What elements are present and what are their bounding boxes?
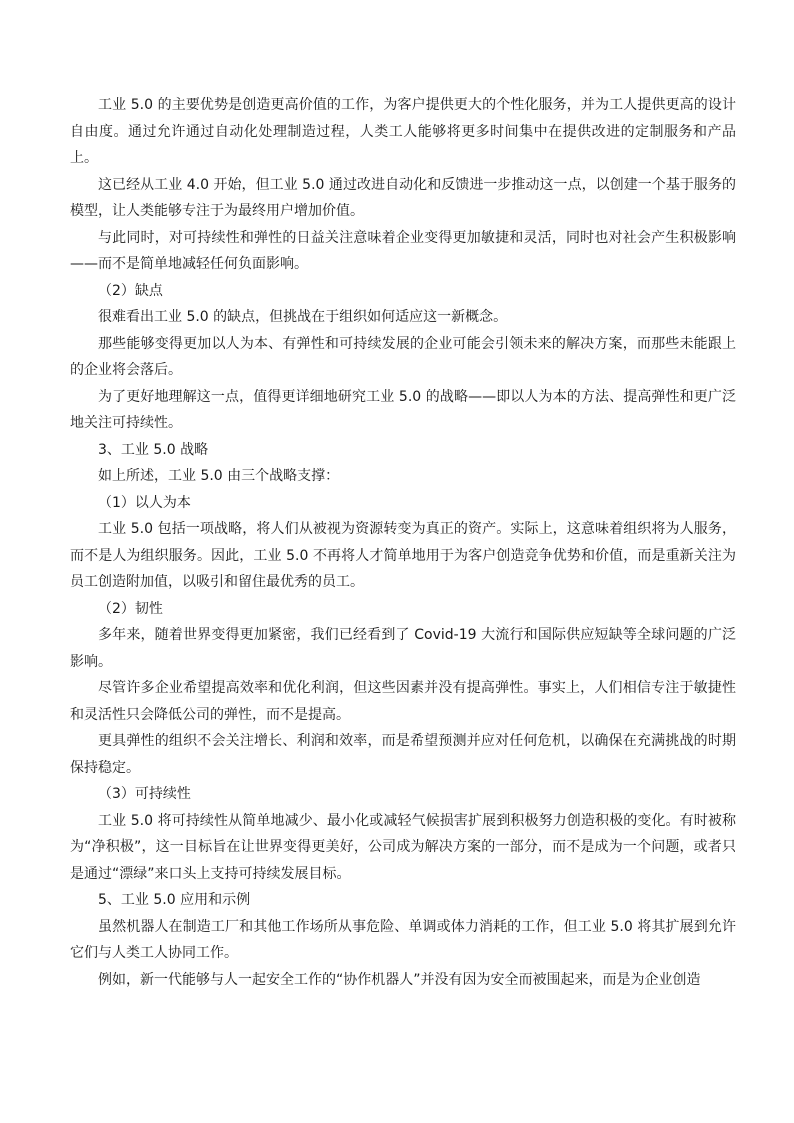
section-heading-strategy: 3、工业 5.0 战略 <box>98 441 209 458</box>
paragraph-resilience-3: 更具弹性的组织不会关注增长、利润和效率，而是希望预测并应对任何危机，以确保在充满挑战的时期保持稳定。 <box>70 733 736 776</box>
paragraph-resilience-1: 多年来，随着世界变得更加紧密，我们已经看到了 Covid-19 大流行和国际供应短缺等全球问题的广泛影响。 <box>70 627 736 670</box>
subheading-sustainability: （3）可持续性 <box>98 786 191 802</box>
subheading-resilience: （2）韧性 <box>98 600 163 617</box>
paragraph-advantages-2: 这已经从工业 4.0 开始，但工业 5.0 通过改进自动化和反馈进一步推动这一点，以创建一个基于服务的模型，让人类能够专注于为最终用户增加价值。 <box>70 176 736 219</box>
subheading-human-centric: （1）以人为本 <box>98 494 191 511</box>
paragraph-strategy-intro: 如上所述，工业 5.0 由三个战略支撑： <box>98 468 340 484</box>
section-heading-applications: 5、工业 5.0 应用和示例 <box>98 892 251 908</box>
paragraph-disadvantages-3: 为了更好地理解这一点，值得更详细地研究工业 5.0 的战略——即以人为本的方法、提高弹性和更广泛地关注可持续性。 <box>70 388 736 431</box>
document-body <box>70 92 736 993</box>
paragraph-applications-1: 虽然机器人在制造工厂和其他工作场所从事危险、单调或体力消耗的工作，但工业 5.0 将其扩展到允许它们与人类工人协同工作。 <box>70 918 736 961</box>
subheading-disadvantages: （2）缺点 <box>98 282 163 299</box>
paragraph-human-centric: 工业 5.0 包括一项战略，将人们从被视为资源转变为真正的资产。实际上，这意味着组织将为人服务，而不是人为组织服务。因此，工业 5.0 不再将人才简单地用于为客户创造竞争优势和价值，而是重新关注为员工创造附加值，以吸引和留住最优秀的员工。 <box>70 521 736 590</box>
paragraph-applications-2: 例如，新一代能够与人一起安全工作的“协作机器人”并没有因为安全而被围起来，而是为企业创造 <box>98 971 701 988</box>
paragraph-sustainability: 工业 5.0 将可持续性从简单地减少、最小化或减轻气候损害扩展到积极努力创造积极的变化。有时被称为“净积极”，这一目标旨在让世界变得更美好，公司成为解决方案的一部分，而不是成为一个问题，或者只是通过“漂绿”来口头上支持可持续发展目标。 <box>70 812 736 882</box>
paragraph-advantages-1: 工业 5.0 的主要优势是创造更高价值的工作，为客户提供更大的个性化服务，并为工人提供更高的设计自由度。通过允许通过自动化处理制造过程，人类工人能够将更多时间集中在提供改进的定制服务和产品上。 <box>70 97 736 166</box>
paragraph-disadvantages-1: 很难看出工业 5.0 的缺点，但挑战在于组织如何适应这一新概念。 <box>98 309 508 325</box>
paragraph-disadvantages-2: 那些能够变得更加以人为本、有弹性和可持续发展的企业可能会引领未来的解决方案，而那些未能跟上的企业将会落后。 <box>70 335 736 378</box>
paragraph-resilience-2: 尽管许多企业希望提高效率和优化利润，但这些因素并没有提高弹性。事实上，人们相信专注于敏捷性和灵活性只会降低公司的弹性，而不是提高。 <box>70 680 736 723</box>
paragraph-advantages-3: 与此同时，对可持续性和弹性的日益关注意味着企业变得更加敏捷和灵活，同时也对社会产生积极影响——而不是简单地减轻任何负面影响。 <box>70 229 736 272</box>
